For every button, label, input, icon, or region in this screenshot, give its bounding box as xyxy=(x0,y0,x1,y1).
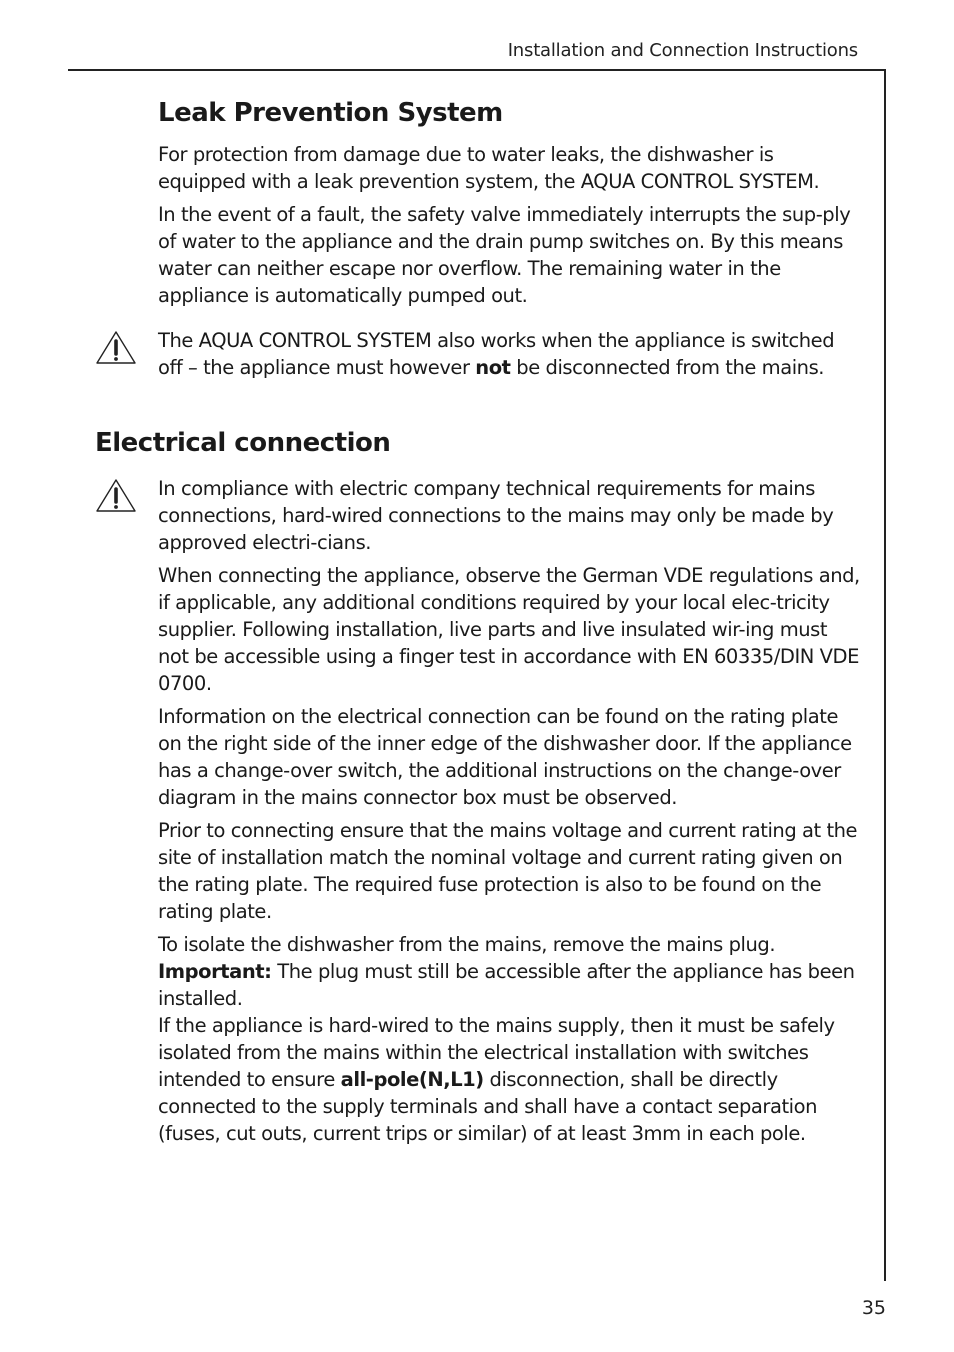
leak-prevention-heading: Leak Prevention System xyxy=(158,98,503,128)
isolate-paragraph: To isolate the dishwasher from the mains, remove the mains plug. Important: The plug must still be accessible after the appliance has been installed. xyxy=(158,933,855,1010)
electrician-warning-text: In compliance with electric company technical requirements for mains connections, hard-wired connections to the mains may only be made by approved electri-cians. xyxy=(158,477,834,554)
aqua-control-warning-text: The AQUA CONTROL SYSTEM also works when the appliance is switched off – the appliance must however not be disconnected from the mains. xyxy=(158,329,835,379)
electrical-connection-heading: Electrical connection xyxy=(95,428,391,458)
right-margin-rule xyxy=(884,69,886,1281)
page-number: 35 xyxy=(861,1297,886,1319)
leak-fault-paragraph: In the event of a fault, the safety valve immediately interrupts the sup-ply of water to the appliance and the drain pump switches on. By this means water can neither escape nor overflow. The remaining water in the appliance is automatically pumped out. xyxy=(158,203,851,307)
page-content xyxy=(0,95,884,1153)
vde-regulations-paragraph: When connecting the appliance, observe the German VDE regulations and, if applicable, any additional conditions required by your local elec-tricity supplier. Following installation, live parts and live insulated wir-ing must not be accessible using a finger test in accordance with EN 60335/DIN VDE 0700. xyxy=(158,564,860,695)
warning-triangle-icon xyxy=(95,330,137,366)
hard-wired-paragraph: If the appliance is hard-wired to the mains supply, then it must be safely isolated from the mains within the electrical installation with switches intended to ensure all-pole(N,L1) disconnection, shall be directly connected to the supply terminals and shall have a contact separation (fuses, cut outs, current trips or similar) of at least 3mm in each pole. xyxy=(158,1014,835,1145)
leak-intro-paragraph: For protection from damage due to water leaks, the dishwasher is equipped with a leak prevention system, the AQUA CONTROL SYSTEM. xyxy=(158,143,820,193)
aqua-control-warning xyxy=(0,327,884,381)
header-rule xyxy=(68,69,886,71)
warning-triangle-icon xyxy=(95,478,137,514)
running-header: Installation and Connection Instructions xyxy=(507,40,858,61)
voltage-check-paragraph: Prior to connecting ensure that the mains voltage and current rating at the site of installation match the nominal voltage and current rating given on the rating plate. The required fuse protection is also to be found on the rating plate. xyxy=(158,819,858,923)
electrician-warning xyxy=(0,475,884,556)
rating-plate-info-paragraph: Information on the electrical connection can be found on the rating plate on the right side of the inner edge of the dishwasher door. If the appliance has a change-over switch, the additional instructions on the change-over diagram in the mains connector box must be observed. xyxy=(158,705,852,809)
